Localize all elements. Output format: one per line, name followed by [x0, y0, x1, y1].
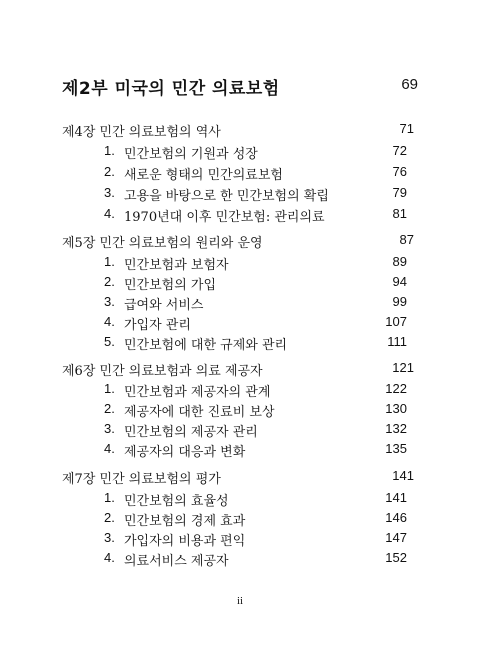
toc-entry: [104, 334, 407, 352]
toc-entry: [104, 185, 407, 203]
toc-entry: [104, 314, 407, 332]
entry-title: 급여와 서비스: [124, 298, 204, 313]
chapter-heading: [62, 360, 414, 378]
entry-number: 3.: [104, 294, 115, 309]
entry-page-number: 146: [385, 510, 407, 525]
entry-page-number: 122: [385, 381, 407, 396]
entry-title: 민간보험의 가입: [124, 278, 217, 293]
chapter-page-number: 71: [399, 121, 414, 136]
toc-entry: [104, 254, 407, 272]
toc-entry: [104, 143, 407, 161]
entry-title: 제공자에 대한 진료비 보상: [124, 405, 275, 420]
toc-entry: [104, 294, 407, 312]
entry-title: 민간보험의 제공자 관리: [124, 425, 258, 440]
toc-entry: [104, 441, 407, 459]
chapter-title: 제4장 민간 의료보험의 역사: [62, 125, 221, 140]
entry-number: 3.: [104, 421, 115, 436]
entry-page-number: 99: [392, 294, 407, 309]
entry-number: 1.: [104, 381, 115, 396]
toc-entry: [104, 206, 407, 224]
entry-title: 1970년대 이후 민간보험: 관리의료: [124, 210, 325, 225]
entry-title: 가입자의 비용과 편익: [124, 534, 246, 549]
chapter-heading: [62, 468, 414, 486]
entry-number: 3.: [104, 185, 115, 200]
entry-page-number: 79: [392, 185, 407, 200]
toc-entry: [104, 381, 407, 399]
entry-page-number: 72: [392, 143, 407, 158]
entry-title: 민간보험과 보험자: [124, 258, 229, 273]
entry-number: 2.: [104, 164, 115, 179]
entry-page-number: 132: [385, 421, 407, 436]
entry-title: 민간보험의 경제 효과: [124, 514, 246, 529]
toc-entry: [104, 274, 407, 292]
entry-number: 2.: [104, 510, 115, 525]
chapter-title: 제5장 민간 의료보험의 원리와 운영: [62, 236, 263, 251]
chapter-title: 제6장 민간 의료보험과 의료 제공자: [62, 364, 263, 379]
toc-entry: [104, 164, 407, 182]
toc-entry: [104, 401, 407, 419]
entry-page-number: 141: [385, 490, 407, 505]
entry-number: 4.: [104, 441, 115, 456]
chapter-title: 제7장 민간 의료보험의 평가: [62, 472, 221, 487]
chapter-page-number: 87: [399, 232, 414, 247]
entry-page-number: 107: [385, 314, 407, 329]
entry-page-number: 94: [392, 274, 407, 289]
entry-number: 3.: [104, 530, 115, 545]
part-page-number: 69: [401, 76, 418, 93]
entry-title: 고용을 바탕으로 한 민간보험의 확립: [124, 189, 329, 204]
entry-page-number: 135: [385, 441, 407, 456]
entry-title: 민간보험에 대한 규제와 관리: [124, 338, 288, 353]
entry-page-number: 130: [385, 401, 407, 416]
entry-number: 4.: [104, 550, 115, 565]
entry-title: 새로운 형태의 민간의료보험: [124, 168, 283, 183]
entry-title: 가입자 관리: [124, 318, 191, 333]
entry-number: 2.: [104, 401, 115, 416]
entry-number: 5.: [104, 334, 115, 349]
chapter-page-number: 121: [392, 360, 414, 375]
entry-page-number: 147: [385, 530, 407, 545]
entry-number: 2.: [104, 274, 115, 289]
entry-page-number: 89: [392, 254, 407, 269]
entry-number: 4.: [104, 206, 115, 221]
toc-entry: [104, 530, 407, 548]
entry-page-number: 111: [387, 334, 407, 349]
entry-title: 민간보험과 제공자의 관계: [124, 385, 271, 400]
entry-title: 민간보험의 기원과 성장: [124, 147, 258, 162]
entry-title: 의료서비스 제공자: [124, 554, 229, 569]
entry-number: 1.: [104, 254, 115, 269]
entry-page-number: 76: [392, 164, 407, 179]
entry-number: 1.: [104, 143, 115, 158]
entry-page-number: 152: [385, 550, 407, 565]
page-folio: ii: [236, 595, 244, 607]
entry-page-number: 81: [392, 206, 407, 221]
entry-title: 제공자의 대응과 변화: [124, 445, 246, 460]
entry-title: 민간보험의 효율성: [124, 494, 229, 509]
toc-entry: [104, 421, 407, 439]
part-title: 제2부 미국의 민간 의료보험: [62, 79, 280, 99]
chapter-page-number: 141: [392, 468, 414, 483]
chapter-heading: [62, 232, 414, 250]
chapter-heading: [62, 121, 414, 139]
toc-entry: [104, 510, 407, 528]
toc-entry: [104, 550, 407, 568]
entry-number: 1.: [104, 490, 115, 505]
part-heading: [62, 74, 418, 98]
entry-number: 4.: [104, 314, 115, 329]
toc-entry: [104, 490, 407, 508]
